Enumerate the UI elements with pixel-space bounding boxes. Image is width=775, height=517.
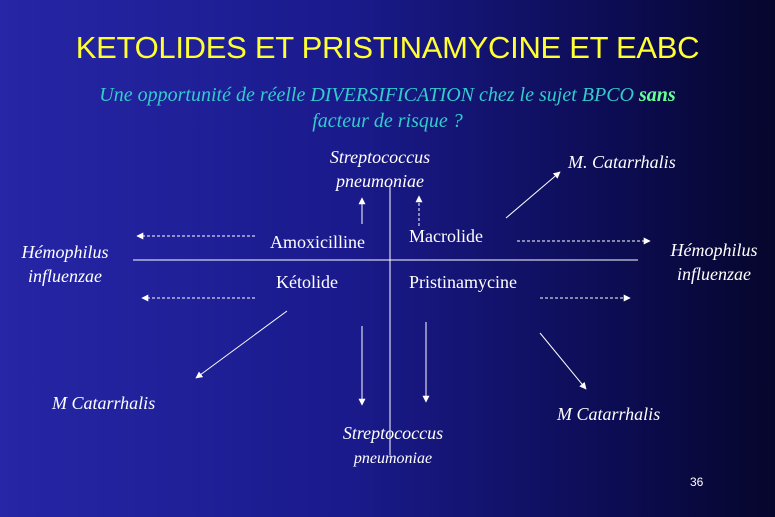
label-haemophilus-left-genus: Hémophilus xyxy=(21,242,109,262)
label-haemophilus-right-species: influenzae xyxy=(677,264,751,284)
label-moraxella-bottom-right: M Catarrhalis xyxy=(557,404,661,424)
label-haemophilus-left-species: influenzae xyxy=(28,266,102,286)
label-haemophilus-right xyxy=(659,238,769,286)
page-number: 36 xyxy=(690,475,704,489)
label-strep-bottom xyxy=(323,421,463,471)
label-pristinamycine: Pristinamycine xyxy=(409,272,517,292)
arrow-pristinamycine-to-moraxella xyxy=(540,333,586,389)
label-haemophilus-right-genus: Hémophilus xyxy=(670,240,758,260)
label-strep-top-genus: Streptococcus xyxy=(329,147,431,167)
label-strep-bottom-genus: Streptococcus xyxy=(342,423,444,443)
label-moraxella-bottom-left: M Catarrhalis xyxy=(52,393,156,413)
subtitle-line2-text: facteur de risque ? xyxy=(312,110,463,132)
label-amoxicilline: Amoxicilline xyxy=(270,232,365,252)
label-strep-bottom-species: pneumoniae xyxy=(353,450,433,467)
subtitle-line1-text: Une opportunité de réelle DIVERSIFICATION chez le sujet BPCO xyxy=(99,84,639,106)
arrow-macrolide-to-moraxella xyxy=(506,172,560,218)
label-haemophilus-left xyxy=(10,240,120,288)
label-moraxella-top-right: M. Catarrhalis xyxy=(568,152,676,172)
label-strep-top-species: pneumoniae xyxy=(336,171,424,191)
label-strep-top xyxy=(320,145,440,193)
label-macrolide: Macrolide xyxy=(409,226,483,246)
label-ketolide: Kétolide xyxy=(276,272,338,292)
slide-title: KETOLIDES ET PRISTINAMYCINE ET EABC xyxy=(75,30,700,65)
arrow-ketolide-to-moraxella xyxy=(196,311,287,378)
subtitle-emphasis-sans: sans xyxy=(638,84,676,106)
